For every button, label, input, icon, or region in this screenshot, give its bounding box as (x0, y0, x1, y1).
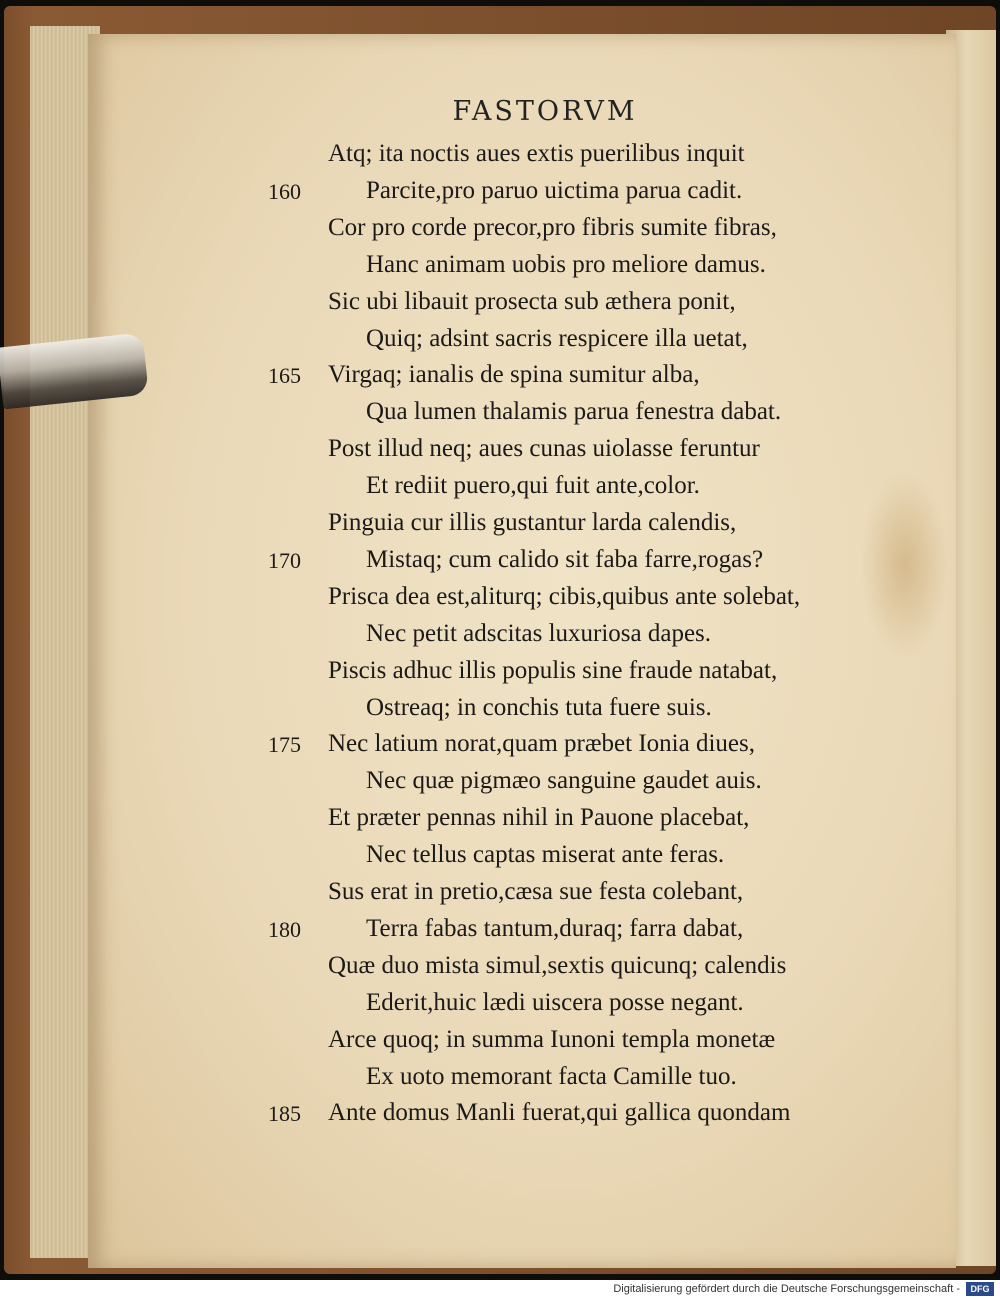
verse-line: Atq; ita noctis aues extis puerilibus inquit (328, 140, 745, 167)
line-number: 160 (268, 178, 301, 204)
line-number: 185 (268, 1101, 301, 1127)
footer-credit: Digitalisierung gefördert durch die Deutsche Forschungsgemeinschaft - (613, 1283, 960, 1295)
verse-line: Prisca dea est,aliturq; cibis,quibus ante solebat, (328, 582, 801, 610)
verse-line: Hanc animam uobis pro meliore damus. (366, 250, 766, 278)
line-number: 170 (268, 547, 301, 573)
dfg-logo: DFG (966, 1282, 994, 1296)
verse-line: Cor pro corde precor,pro fibris sumite fibras, (328, 213, 777, 241)
verse-line: Parcite,pro paruo uictima parua cadit. (366, 176, 743, 204)
digitization-footer (0, 1280, 1000, 1298)
water-stain (860, 470, 950, 660)
verse-line: Nec tellus captas miserat ante feras. (366, 841, 725, 869)
verse-line: Nec quæ pigmæo sanguine gaudet auis. (366, 767, 762, 795)
verse-line: Arce quoq; in summa Iunoni templa monetæ (328, 1025, 776, 1053)
running-header: FASTORVM (452, 96, 638, 127)
line-number: 165 (268, 363, 301, 389)
verse-line: Post illud neq; aues cunas uiolasse feruntur (328, 435, 760, 463)
verse-line: Ederit,huic lædi uiscera posse negant. (366, 988, 744, 1016)
verse-line: Sic ubi libauit prosecta sub æthera ponit, (328, 287, 736, 315)
verse-line: Ostreaq; in conchis tuta fuere suis. (366, 693, 712, 721)
verse-line: Nec latium norat,quam præbet Ionia diues, (328, 730, 755, 758)
verse-line: Mistaq; cum calido sit faba farre,rogas? (366, 545, 764, 573)
verse-line: Sus erat in pretio,cæsa sue festa colebant, (328, 878, 744, 905)
verse-line: Quiq; adsint sacris respicere illa uetat, (366, 324, 748, 352)
verse-line: Virgaq; ianalis de spina sumitur alba, (328, 361, 700, 389)
line-number: 175 (268, 732, 301, 758)
verse-line: Quæ duo mista simul,sextis quicunq; calendis (328, 951, 787, 979)
verse-line: Pinguia cur illis gustantur larda calendis, (328, 509, 737, 536)
verse-line: Piscis adhuc illis populis sine fraude natabat, (328, 656, 778, 684)
verse-line: Ex uoto memorant facta Camille tuo. (366, 1062, 737, 1090)
verse-line: Ante domus Manli fuerat,qui gallica quondam (328, 1099, 791, 1127)
verse-line: Nec petit adscitas luxuriosa dapes. (366, 619, 712, 647)
verse-line: Et præter pennas nihil in Pauone placebat, (328, 804, 750, 832)
line-number: 180 (268, 916, 301, 942)
verse-line: Qua lumen thalamis parua fenestra dabat. (366, 398, 782, 426)
verse-line: Et rediit puero,qui fuit ante,color. (366, 472, 700, 500)
verse-line: Terra fabas tantum,duraq; farra dabat, (366, 914, 744, 942)
